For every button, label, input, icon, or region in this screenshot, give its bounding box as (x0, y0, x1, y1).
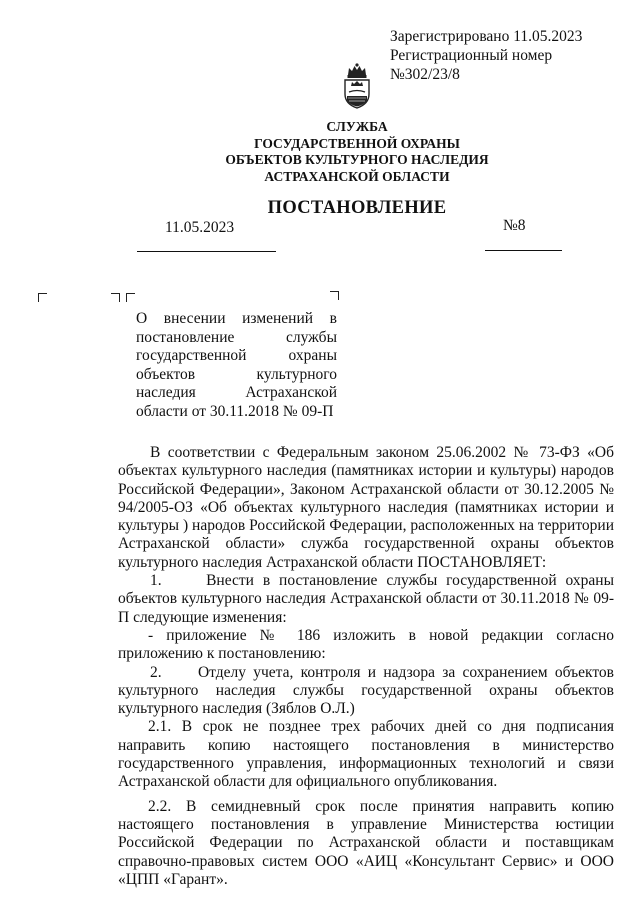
registration-number-label: Регистрационный номер (390, 47, 553, 64)
organization-name (120, 119, 594, 185)
organization-line-3: ОБЪЕКТОВ КУЛЬТУРНОГО НАСЛЕДИЯ (225, 152, 489, 167)
subject-line: области от 30.11.2018 № 09-П (136, 402, 334, 420)
organization-line-4: АСТРАХАНСКОЙ ОБЛАСТИ (264, 168, 450, 184)
subject-line: постановление службы (136, 328, 337, 346)
date-underline (137, 251, 276, 252)
subject-line: наследия Астраханской (136, 384, 337, 402)
clause-1-item: - приложение № 186 изложить в новой редакции согласно приложению к постановлению: (118, 626, 614, 663)
clause-2-1: 2.1. В срок не позднее трех рабочих дней со дня подписания направить копию настоящего постановления в министерство государственного управления, информационных технологий и связи Астраханской области для официального опубликования. (118, 718, 614, 791)
preamble-paragraph: В соответствии с Федеральным законом 25.06.2002 № 73-ФЗ «Об объектах культурного наследия (памятниках истории и культуры) народов Российской Федерации», Законом Астраханской области от 30.12.2005 № 94/2005-ОЗ «Об объектах культурного наследия (памятниках истории и культуры ) народов Российской Федерации, расположенных на территории Астраханской области» служба государственной охраны объектов культурного наследия Астраханской области ПОСТАНОВЛЯЕТ: (118, 444, 614, 571)
registration-number: №302/23/8 (390, 66, 460, 83)
corner-mark-subject-right (330, 291, 339, 300)
astrakhan-coat-of-arms-icon (339, 62, 375, 110)
clause-2: 2. Отделу учета, контроля и надзора за сохранением объектов культурного наследия службы государственной охраны объектов культурного наследия (Зяблов О.Л.) (118, 663, 614, 718)
registration-date: Зарегистрировано 11.05.2023 (390, 28, 583, 45)
document-body (118, 444, 614, 889)
clause-2-2: 2.2. В семидневный срок после принятия направить копию настоящего постановления в управление Министерства юстиции Российской Федерации по Астраханской области и поставщикам справочно-правовых систем ООО «АИЦ «Консультант Сервис» и ООО «ЦПП «Гарант». (118, 797, 614, 888)
document-number: №8 (503, 217, 526, 234)
subject-line: О внесении изменений в (136, 310, 337, 327)
document-date: 11.05.2023 (165, 219, 235, 236)
subject-line: государственной охраны (136, 347, 337, 365)
organization-line-2: ГОСУДАРСТВЕННОЙ ОХРАНЫ (254, 135, 460, 151)
number-underline (485, 250, 562, 251)
registration-stamp (390, 27, 582, 84)
organization-line-1: СЛУЖБА (326, 119, 388, 134)
corner-mark-subject-left (126, 293, 135, 302)
document-type: ПОСТАНОВЛЕНИЕ (267, 198, 447, 218)
corner-mark-top-left (38, 293, 47, 302)
clause-1: 1. Внести в постановление службы государственной охраны объектов культурного наследия Астраханской области от 30.11.2018 № 09-П следующие изменения: (118, 572, 614, 626)
subject-line: объектов культурного (136, 365, 337, 383)
corner-mark-top-right-inner (111, 293, 120, 302)
document-subject (136, 310, 337, 422)
